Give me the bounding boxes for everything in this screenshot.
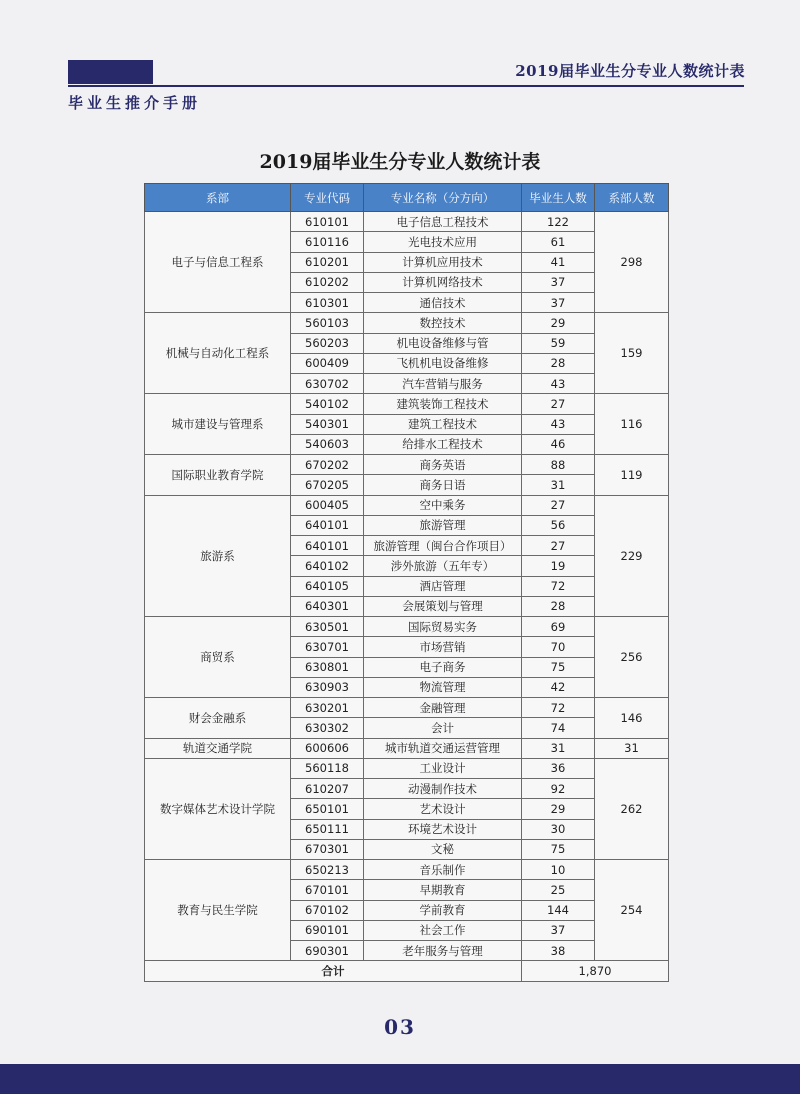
department-name: 教育与民生学院 [145, 860, 291, 961]
department-name: 国际职业教育学院 [145, 455, 291, 496]
column-header: 毕业生人数 [522, 184, 595, 212]
major-code: 640105 [291, 576, 364, 596]
major-code: 540102 [291, 394, 364, 414]
major-code: 650213 [291, 860, 364, 880]
major-name: 数控技术 [364, 313, 522, 333]
total-value: 1,870 [522, 961, 669, 981]
major-name: 音乐制作 [364, 860, 522, 880]
major-code: 610101 [291, 212, 364, 232]
major-name: 旅游管理（闽台合作项目） [364, 536, 522, 556]
table-row [145, 212, 669, 232]
major-code: 610207 [291, 779, 364, 799]
table-header-row [145, 184, 669, 212]
graduate-count: 25 [522, 880, 595, 900]
major-code: 630801 [291, 657, 364, 677]
major-code: 630701 [291, 637, 364, 657]
major-code: 640101 [291, 515, 364, 535]
major-code: 600606 [291, 738, 364, 758]
graduate-count: 61 [522, 232, 595, 252]
graduate-count: 46 [522, 434, 595, 454]
major-name: 会计 [364, 718, 522, 738]
major-name: 建筑工程技术 [364, 414, 522, 434]
major-name: 商务日语 [364, 475, 522, 495]
graduate-count: 92 [522, 779, 595, 799]
department-total: 31 [595, 738, 669, 758]
column-header: 专业代码 [291, 184, 364, 212]
department-name: 商贸系 [145, 617, 291, 698]
department-name: 电子与信息工程系 [145, 212, 291, 313]
major-code: 560203 [291, 333, 364, 353]
department-total: 298 [595, 212, 669, 313]
major-name: 会展策划与管理 [364, 596, 522, 616]
column-header: 专业名称（分方向） [364, 184, 522, 212]
major-code: 640101 [291, 536, 364, 556]
major-code: 670301 [291, 839, 364, 859]
major-code: 630302 [291, 718, 364, 738]
graduate-count: 122 [522, 212, 595, 232]
major-code: 650101 [291, 799, 364, 819]
department-total: 159 [595, 313, 669, 394]
table-row [145, 738, 669, 758]
document-title: 2019届毕业生分专业人数统计表 [259, 151, 541, 173]
department-name: 数字媒体艺术设计学院 [145, 758, 291, 859]
graduate-count: 27 [522, 495, 595, 515]
graduate-count: 43 [522, 374, 595, 394]
table-row [145, 313, 669, 333]
graduate-count: 29 [522, 313, 595, 333]
table-row [145, 495, 669, 515]
major-code: 670102 [291, 900, 364, 920]
graduate-count: 43 [522, 414, 595, 434]
graduate-count: 38 [522, 941, 595, 961]
department-total: 119 [595, 455, 669, 496]
major-code: 600405 [291, 495, 364, 515]
graduate-count: 31 [522, 475, 595, 495]
graduate-count: 28 [522, 353, 595, 373]
graduate-count: 31 [522, 738, 595, 758]
graduate-count: 56 [522, 515, 595, 535]
table-row [145, 394, 669, 414]
major-code: 610301 [291, 293, 364, 313]
column-header: 系部人数 [595, 184, 669, 212]
major-name: 市场营销 [364, 637, 522, 657]
graduate-count: 36 [522, 758, 595, 778]
major-code: 540603 [291, 434, 364, 454]
major-name: 城市轨道交通运营管理 [364, 738, 522, 758]
graduate-count: 30 [522, 819, 595, 839]
department-name: 城市建设与管理系 [145, 394, 291, 455]
column-header: 系部 [145, 184, 291, 212]
major-code: 670101 [291, 880, 364, 900]
graduate-count: 37 [522, 920, 595, 940]
major-name: 早期教育 [364, 880, 522, 900]
graduate-count: 75 [522, 839, 595, 859]
major-code: 630702 [291, 374, 364, 394]
major-code: 650111 [291, 819, 364, 839]
major-name: 动漫制作技术 [364, 779, 522, 799]
page-number: 03 [384, 1015, 416, 1039]
department-name: 旅游系 [145, 495, 291, 617]
major-name: 给排水工程技术 [364, 434, 522, 454]
table-row [145, 860, 669, 880]
department-total: 262 [595, 758, 669, 859]
total-row [145, 961, 669, 981]
graduate-count: 19 [522, 556, 595, 576]
graduate-count: 70 [522, 637, 595, 657]
header-accent-block [68, 60, 153, 84]
major-code: 600409 [291, 353, 364, 373]
graduate-count: 10 [522, 860, 595, 880]
table-body [145, 212, 669, 982]
major-name: 旅游管理 [364, 515, 522, 535]
major-code: 690301 [291, 941, 364, 961]
major-name: 酒店管理 [364, 576, 522, 596]
graduate-count: 41 [522, 252, 595, 272]
graduate-count: 27 [522, 536, 595, 556]
major-name: 商务英语 [364, 455, 522, 475]
graduate-count: 59 [522, 333, 595, 353]
table-row [145, 758, 669, 778]
major-name: 汽车营销与服务 [364, 374, 522, 394]
major-code: 610201 [291, 252, 364, 272]
major-name: 计算机应用技术 [364, 252, 522, 272]
statistics-table [144, 183, 669, 982]
major-name: 金融管理 [364, 698, 522, 718]
major-name: 环境艺术设计 [364, 819, 522, 839]
major-name: 建筑装饰工程技术 [364, 394, 522, 414]
major-name: 老年服务与管理 [364, 941, 522, 961]
graduate-count: 75 [522, 657, 595, 677]
graduate-count: 88 [522, 455, 595, 475]
major-name: 国际贸易实务 [364, 617, 522, 637]
graduate-count: 72 [522, 576, 595, 596]
major-name: 计算机网络技术 [364, 272, 522, 292]
major-code: 690101 [291, 920, 364, 940]
major-code: 630201 [291, 698, 364, 718]
table-row [145, 698, 669, 718]
department-total: 254 [595, 860, 669, 961]
total-label: 合计 [145, 961, 522, 981]
graduate-count: 72 [522, 698, 595, 718]
major-name: 通信技术 [364, 293, 522, 313]
major-code: 540301 [291, 414, 364, 434]
major-name: 社会工作 [364, 920, 522, 940]
graduate-count: 74 [522, 718, 595, 738]
graduate-count: 37 [522, 272, 595, 292]
footer-bar [0, 1064, 800, 1094]
department-name: 轨道交通学院 [145, 738, 291, 758]
major-code: 610202 [291, 272, 364, 292]
department-total: 116 [595, 394, 669, 455]
department-total: 229 [595, 495, 669, 617]
major-name: 工业设计 [364, 758, 522, 778]
graduate-count: 42 [522, 677, 595, 697]
graduate-count: 29 [522, 799, 595, 819]
header-divider [68, 85, 744, 87]
major-code: 560103 [291, 313, 364, 333]
major-name: 学前教育 [364, 900, 522, 920]
major-code: 670202 [291, 455, 364, 475]
major-code: 630903 [291, 677, 364, 697]
table-row [145, 617, 669, 637]
header-title: 2019届毕业生分专业人数统计表 [515, 62, 745, 80]
major-name: 电子商务 [364, 657, 522, 677]
graduate-count: 28 [522, 596, 595, 616]
major-name: 艺术设计 [364, 799, 522, 819]
major-name: 涉外旅游（五年专） [364, 556, 522, 576]
major-code: 670205 [291, 475, 364, 495]
major-name: 电子信息工程技术 [364, 212, 522, 232]
major-code: 630501 [291, 617, 364, 637]
major-code: 610116 [291, 232, 364, 252]
major-code: 640301 [291, 596, 364, 616]
major-code: 560118 [291, 758, 364, 778]
major-name: 光电技术应用 [364, 232, 522, 252]
department-total: 256 [595, 617, 669, 698]
department-name: 财会金融系 [145, 698, 291, 739]
major-name: 飞机机电设备维修 [364, 353, 522, 373]
graduate-count: 69 [522, 617, 595, 637]
graduate-count: 37 [522, 293, 595, 313]
major-code: 640102 [291, 556, 364, 576]
major-name: 空中乘务 [364, 495, 522, 515]
major-name: 文秘 [364, 839, 522, 859]
major-name: 物流管理 [364, 677, 522, 697]
table-row [145, 455, 669, 475]
major-name: 机电设备维修与管 [364, 333, 522, 353]
department-name: 机械与自动化工程系 [145, 313, 291, 394]
graduate-count: 144 [522, 900, 595, 920]
department-total: 146 [595, 698, 669, 739]
graduate-count: 27 [522, 394, 595, 414]
header-subtitle: 毕业生推介手册 [68, 94, 202, 112]
